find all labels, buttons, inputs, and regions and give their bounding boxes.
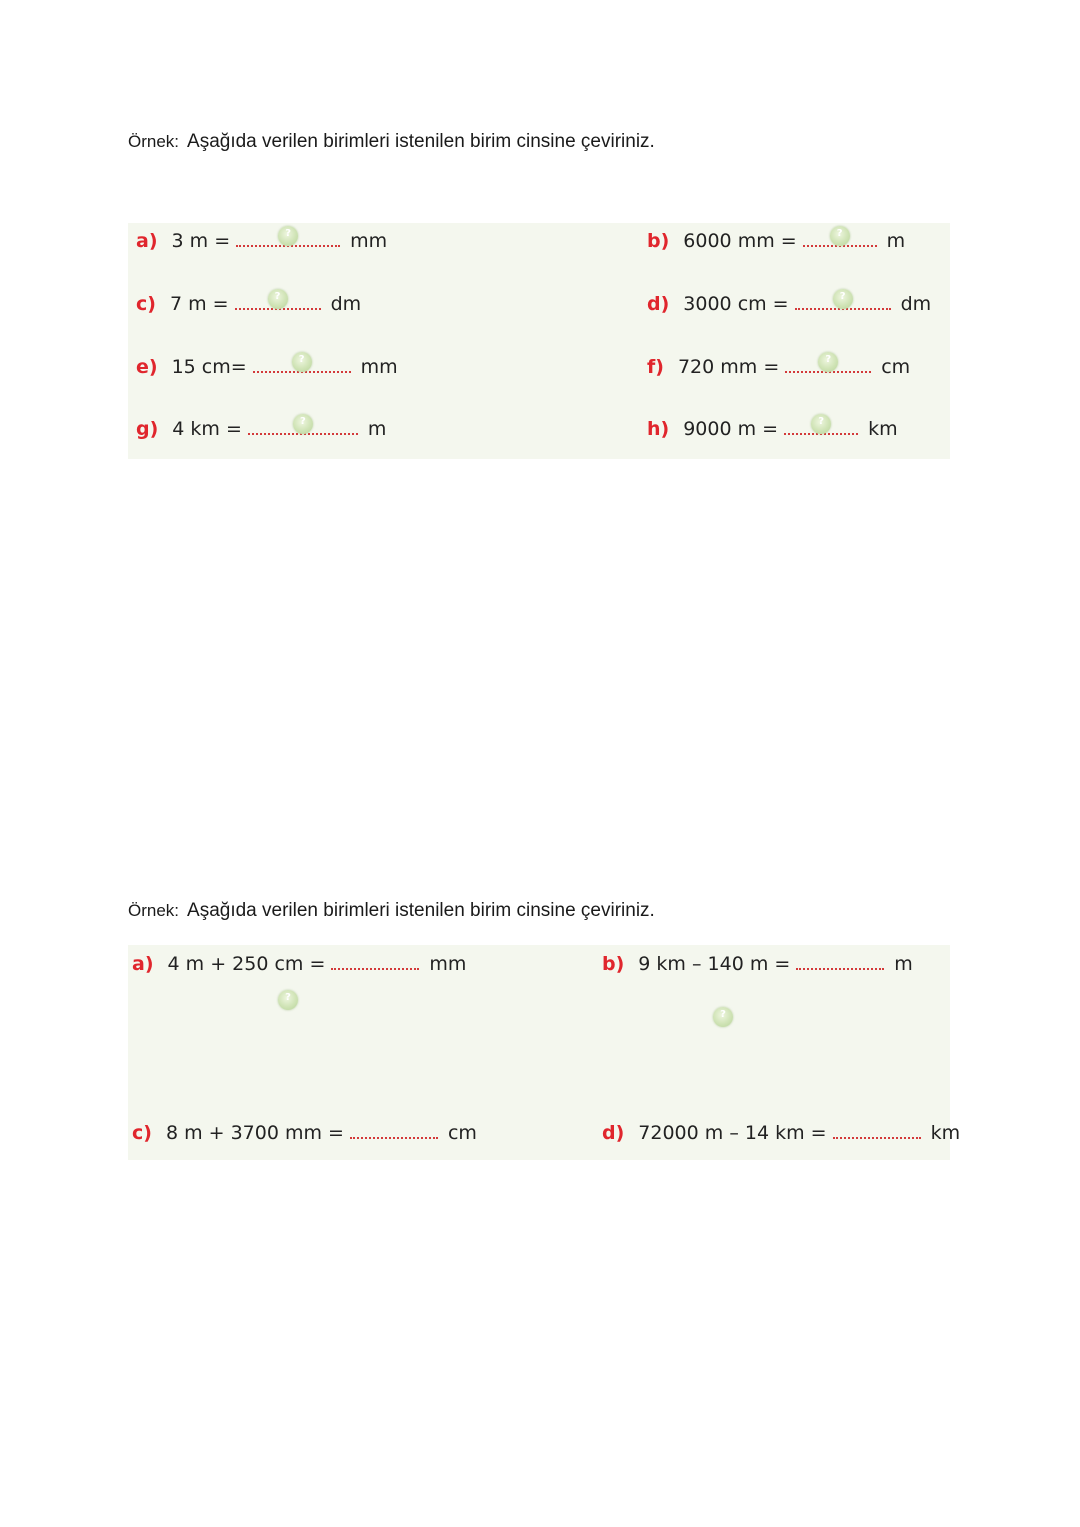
exercise-a <box>136 227 387 252</box>
exercise-e <box>136 353 398 378</box>
item-expression: 4 km = <box>172 418 242 440</box>
item-letter: d) <box>647 293 670 315</box>
item-expression: 72000 m – 14 km = <box>638 1122 827 1144</box>
answer-blank[interactable] <box>795 290 891 310</box>
hint-bubble-icon[interactable] <box>811 414 831 434</box>
answer-blank[interactable] <box>833 1119 921 1139</box>
exercise-d <box>647 290 931 315</box>
item-letter: b) <box>602 953 625 975</box>
exercise-c <box>132 1119 477 1144</box>
item-expression: 9 km – 140 m = <box>638 953 791 975</box>
instruction-label: Örnek: <box>128 901 180 920</box>
item-expression: 15 cm= <box>171 356 247 378</box>
exercise-f <box>647 353 910 378</box>
exercise-c <box>136 290 361 315</box>
item-unit: km <box>930 1122 961 1144</box>
item-unit: mm <box>350 230 388 252</box>
item-letter: e) <box>136 356 158 378</box>
item-unit: m <box>894 953 913 975</box>
exercise-b <box>647 227 905 252</box>
hint-bubble-icon[interactable] <box>833 289 853 309</box>
exercise-panel-1 <box>128 223 950 459</box>
item-unit: dm <box>330 293 362 315</box>
hint-bubble-icon[interactable] <box>713 1007 733 1027</box>
item-expression: 7 m = <box>169 293 229 315</box>
hint-bubble-icon[interactable] <box>818 352 838 372</box>
hint-bubble-icon[interactable] <box>293 414 313 434</box>
item-letter: d) <box>602 1122 625 1144</box>
hint-bubble-icon[interactable] <box>292 352 312 372</box>
item-letter: c) <box>136 293 156 315</box>
item-unit: km <box>868 418 898 440</box>
item-expression: 720 mm = <box>677 356 780 378</box>
answer-blank[interactable] <box>803 227 877 247</box>
item-unit: cm <box>881 356 911 378</box>
item-expression: 8 m + 3700 mm = <box>165 1122 344 1144</box>
instruction-text: Aşağıda verilen birimleri istenilen birim cinsine çeviriniz. <box>187 131 655 152</box>
hint-bubble-icon[interactable] <box>830 226 850 246</box>
answer-blank[interactable] <box>236 227 340 247</box>
answer-blank[interactable] <box>253 353 351 373</box>
item-expression: 9000 m = <box>683 418 779 440</box>
item-expression: 6000 mm = <box>683 230 797 252</box>
item-letter: b) <box>647 230 670 252</box>
answer-blank[interactable] <box>796 950 884 970</box>
exercise-g <box>136 415 386 440</box>
exercise-a <box>132 950 466 975</box>
answer-blank[interactable] <box>331 950 419 970</box>
item-expression: 3 m = <box>171 230 231 252</box>
item-letter: h) <box>647 418 670 440</box>
item-unit: dm <box>900 293 932 315</box>
item-unit: mm <box>429 953 467 975</box>
item-unit: m <box>886 230 906 252</box>
exercise-b <box>602 950 913 975</box>
answer-blank[interactable] <box>350 1119 438 1139</box>
instruction-text: Aşağıda verilen birimleri istenilen birim cinsine çeviriniz. <box>187 900 655 921</box>
exercise-h <box>647 415 898 440</box>
instruction-1 <box>128 131 655 153</box>
answer-blank[interactable] <box>785 353 871 373</box>
item-letter: a) <box>136 230 158 252</box>
answer-blank[interactable] <box>248 415 358 435</box>
exercise-d <box>602 1119 960 1144</box>
item-letter: c) <box>132 1122 152 1144</box>
answer-blank[interactable] <box>784 415 858 435</box>
hint-bubble-icon[interactable] <box>278 226 298 246</box>
instruction-label: Örnek: <box>128 132 180 151</box>
item-unit: cm <box>447 1122 477 1144</box>
hint-bubble-icon[interactable] <box>268 289 288 309</box>
exercise-panel-2 <box>128 945 961 1160</box>
instruction-2 <box>128 900 655 922</box>
item-letter: f) <box>647 356 664 378</box>
item-letter: g) <box>136 418 159 440</box>
item-expression: 3000 cm = <box>683 293 789 315</box>
item-unit: mm <box>360 356 398 378</box>
hint-bubble-icon[interactable] <box>278 990 298 1010</box>
item-letter: a) <box>132 953 154 975</box>
item-unit: m <box>367 418 387 440</box>
answer-blank[interactable] <box>235 290 321 310</box>
item-expression: 4 m + 250 cm = <box>167 953 326 975</box>
